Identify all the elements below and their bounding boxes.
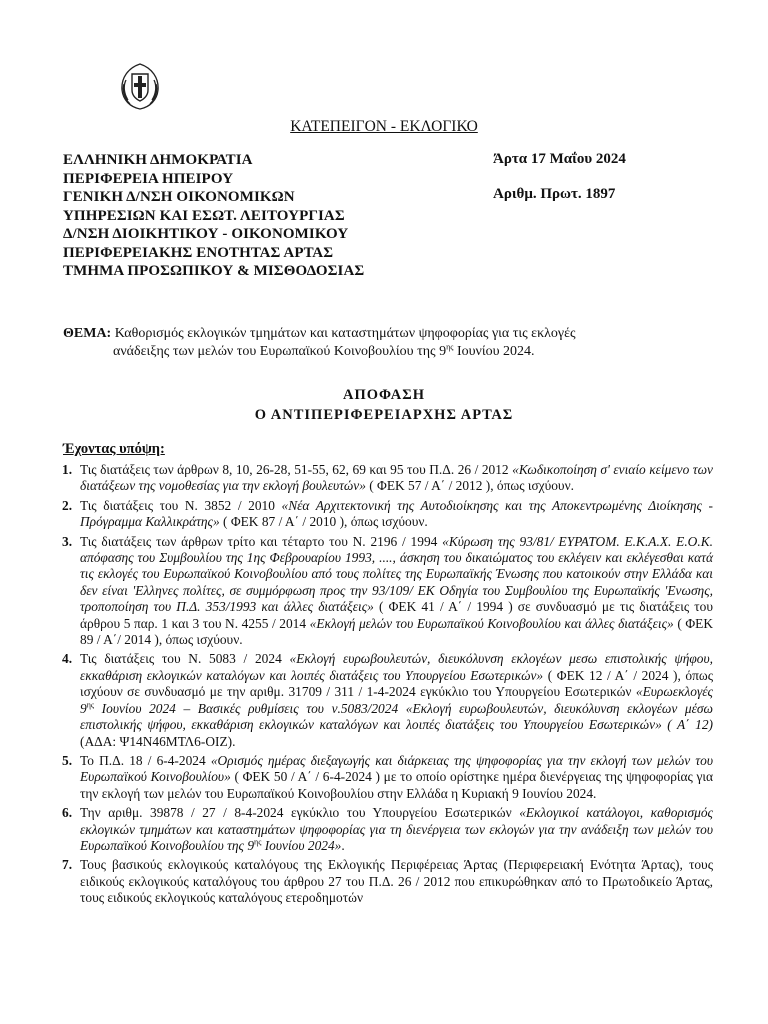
authority-line: ΕΛΛΗΝΙΚΗ ΔΗΜΟΚΡΑΤΙΑ [63, 152, 253, 168]
item-text: Τις διατάξεις του Ν. 5083 / 2024 [80, 651, 290, 667]
authority-line: ΥΠΗΡΕΣΙΩΝ ΚΑΙ ΕΣΩΤ. ΛΕΙΤΟΥΡΓΙΑΣ [63, 207, 345, 224]
decision-issuer: Ο ΑΝΤΙΠΕΡΙΦΕΡΕΙΑΡΧΗΣ ΑΡΤΑΣ [254, 407, 514, 423]
list-item [62, 753, 713, 802]
considerations-list [62, 462, 713, 910]
decision-heading [0, 385, 768, 425]
item-text: ( ΦΕΚ 41 / Α΄ / 1994 ) σε συνδυασμό με τις διατάξεις του άρθρου 5 παρ. 1 και 3 του Ν. 4255 / 2014 [80, 599, 713, 631]
item-number: 3. [62, 533, 73, 549]
item-text: Τις διατάξεις των άρθρων τρίτο και τέταρτο του Ν. 2196 / 1994 [80, 533, 443, 549]
subject-text-line1: Καθορισμός εκλογικών τμημάτων και καταστημάτων ψηφοφορίας για τις εκλογές [111, 326, 576, 341]
item-number: 4. [62, 651, 73, 667]
item-text: ( ΦΕΚ 57 / Α΄ / 2012 ), όπως ισχύουν. [365, 478, 574, 494]
item-text: Το Π.Δ. 18 / 6-4-2024 [80, 752, 211, 768]
item-italic-text: «Ευρωεκλογές 9 [80, 684, 713, 716]
list-item [62, 651, 713, 749]
item-text: ( ΦΕΚ 89 / Α΄/ 2014 ), όπως ισχύουν. [80, 615, 713, 648]
issuing-authority [63, 151, 364, 281]
item-text: Τις διατάξεις του Ν. 3852 / 2010 [80, 497, 282, 513]
list-item [62, 462, 713, 495]
item-text: Τις διατάξεις των άρθρων 8, 10, 26-28, 51-55, 62, 69 και 95 του Π.Δ. 26 / 2012 [80, 462, 513, 477]
item-text: Την αριθμ. 39878 / 27 / 8-4-2024 εγκύκλιο του Υπουργείου Εσωτερικών [80, 805, 520, 821]
considering-label: Έχοντας υπόψη: [63, 441, 165, 457]
list-item [62, 498, 713, 531]
list-item [62, 534, 713, 649]
item-number: 7. [62, 857, 73, 873]
subject-text-line2: ανάδειξης των μελών του Ευρωπαϊκού Κοινοβουλίου της 9 [113, 343, 447, 359]
item-italic-text: Ιουνίου 2024» [261, 837, 342, 853]
subject-block [63, 325, 693, 360]
item-text: . [341, 837, 345, 853]
greek-coat-of-arms-icon [114, 60, 166, 112]
item-text: ( ΦΕΚ 12 / Α΄ / 2024 ), όπως ισχύουν σε συνδυασμό με την αριθμ. 31709 / 311 / 1-4-2024 εγκύκλιο του Υπουργείου Εσωτερικών [80, 667, 713, 700]
decision-title: ΑΠΟΦΑΣΗ [342, 387, 426, 403]
item-italic-text: «Εκλογή ευρωβουλευτών, διευκόλυνση εκλογέων μεσω επιστολικής ψήφου, εκκαθάριση εκλογικών καταλόγων και λοιπές διατάξεις του Υπουργείου Εσωτερικών» [80, 651, 713, 683]
superscript: ης [446, 341, 454, 351]
list-item [62, 805, 713, 854]
superscript: ης [254, 837, 262, 847]
item-number: 6. [62, 805, 73, 821]
item-italic-text: Ιουνίου 2024 – Βασικές ρυθμίσεις του ν.5083/2024 «Εκλογή ευρωβουλευτών, διευκόλυνση εκλογέων μέσω επιστολικής ψήφου, εκκαθάριση εκλογικών καταλόγων και λοιπές διατάξεις του Υπουργείου Εσωτερικών» ( Α΄ 12) [80, 700, 713, 733]
item-italic-text: «Κύρωση της 93/81/ ΕΥΡΑΤΟΜ. Ε.Κ.Α.Χ. Ε.Ο.Κ. απόφασης του Συμβουλίου της 1ης Φεβρουαρίου 1993, ...., άσκηση του δικαιώματος του εκλέγειν και εκλέγεσθαι κατά τις εκλογές του Ευρωπαϊκού Κοινοβουλίου από τους πολίτες της Ευρωπαϊκής Ένωσης που κατοικούν στην Ελλάδα και δεν είναι 'Ελληνες πολίτες, σε συμμόρφωση προς την 93/109/ ΕΚ Οδηγία του Συμβουλίου της Ευρωπαϊκής 'Ενωσης, τροποποίηση του Π.Δ. 353/1993 και άλλες διατάξεις» [80, 533, 713, 615]
item-italic-text: «Κωδικοποίηση σ' ενιαίο κείμενο των διατάξεων της νομοθεσίας για την εκλογή βουλευτών» [80, 462, 713, 494]
item-number: 1. [62, 462, 73, 477]
item-text: ( ΦΕΚ 50 / Α΄ / 6-4-2024 ) με το οποίο ορίστηκε ημέρα διενέργειας της ψηφοφορίας για την εκλογή των μελών του Ευρωπαϊκού Κοινοβουλίου στην Ελλάδα η Κυριακή 9 Ιουνίου 2024. [80, 769, 714, 801]
authority-line: ΠΕΡΙΦΕΡΕΙΑ ΗΠΕΙΡΟΥ [63, 170, 234, 187]
authority-line: ΤΜΗΜΑ ΠΡΟΣΩΠΙΚΟΥ & ΜΙΣΘΟΔΟΣΙΑΣ [63, 263, 365, 279]
list-item [62, 857, 713, 906]
item-number: 2. [62, 497, 73, 513]
item-italic-text: «Εκλογικοί κατάλογοι, καθορισμός εκλογικών τμημάτων και καταστημάτων ψηφοφορίας για τη διενέργεια των εκλογών για την ανάδειξη των μελών του Ευρωπαϊκού Κοινοβουλίου της 9 [80, 805, 713, 853]
urgent-electoral-title: ΚΑΤΕΠΕΙΓΟΝ - ΕΚΛΟΓΙΚΟ [290, 118, 478, 135]
document-date: Άρτα 17 Μαΐου 2024 [493, 151, 626, 167]
authority-line: Δ/ΝΣΗ ΔΙΟΙΚΗΤΙΚΟΥ - ΟΙΚΟΝΟΜΙΚΟΥ [63, 226, 349, 242]
protocol-number: Αριθμ. Πρωτ. 1897 [493, 186, 616, 202]
authority-line: ΓΕΝΙΚΗ Δ/ΝΣΗ ΟΙΚΟΝΟΜΙΚΩΝ [63, 189, 295, 205]
item-text: (ΑΔΑ: Ψ14Ν46ΜΤΛ6-ΟΙΖ). [80, 733, 236, 749]
subject-text-line2-end: Ιουνίου 2024. [453, 343, 535, 359]
subject-label: ΘΕΜΑ: [63, 326, 112, 341]
item-italic-text: «Νέα Αρχιτεκτονική της Αυτοδιοίκησης και της Αποκεντρωμένης Διοίκησης - Πρόγραμμα Καλλικράτης» [80, 497, 713, 530]
item-number: 5. [62, 752, 73, 768]
item-italic-text: «Ορισμός ημέρας διεξαγωγής και διάρκειας της ψηφοφορίας για την εκλογή των μελών του Ευρωπαϊκού Κοινοβουλίου» [80, 752, 713, 785]
authority-line: ΠΕΡΙΦΕΡΕΙΑΚΗΣ ΕΝΟΤΗΤΑΣ ΑΡΤΑΣ [63, 244, 334, 261]
item-text: Τους βασικούς εκλογικούς καταλόγους της Εκλογικής Περιφέρειας Άρτας (Περιφερειακή Ενότητα Άρτας), τους ειδικούς εκλογικούς καταλόγους του άρθρου 27 του Π.Δ. 26 / 2012 που επικυρώθηκαν από το Πρωτοδικείο Άρτας, τους ειδικούς εκλογικούς καταλόγους ετεροδημοτών [80, 857, 713, 906]
item-text: ( ΦΕΚ 87 / Α΄ / 2010 ), όπως ισχύουν. [219, 514, 428, 530]
item-italic-text: «Εκλογή μελών του Ευρωπαϊκού Κοινοβουλίου και άλλες διατάξεις» [309, 615, 674, 631]
superscript: ης [86, 700, 95, 710]
